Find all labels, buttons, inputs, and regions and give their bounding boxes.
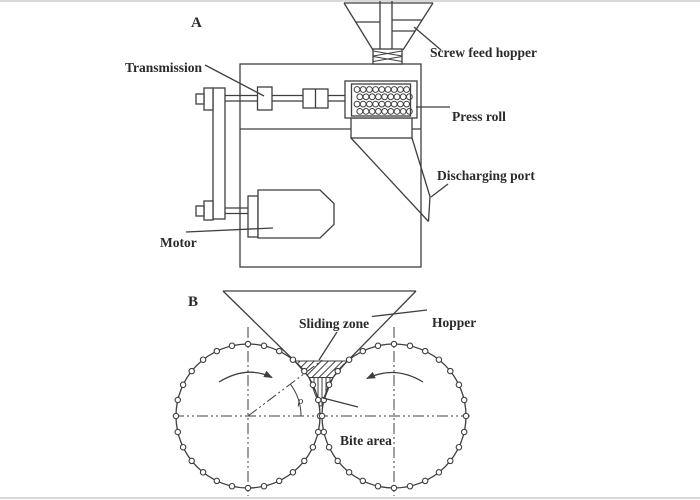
panel-b (173, 291, 476, 496)
press-roll-lower-box (351, 118, 412, 138)
panel-b-marker: B (188, 294, 199, 310)
rotation-arrow-left (219, 372, 272, 382)
label-motor: Motor (160, 235, 197, 250)
nip-angle-symbol: ρ (298, 395, 304, 407)
leader-bite-area (323, 398, 358, 407)
label-discharging-port: Discharging port (437, 168, 535, 183)
leader-hopper (372, 310, 427, 317)
bottom-pulley-stub (196, 206, 204, 216)
leader-sliding-zone (319, 332, 337, 360)
label-transmission: Transmission (125, 60, 203, 75)
label-hopper: Hopper (432, 315, 477, 330)
bottom-pulley (204, 201, 213, 220)
leader-discharging-port (431, 184, 448, 197)
motor-front-block (248, 196, 258, 237)
top-pulley-stub (196, 94, 204, 104)
transmission-block (258, 87, 273, 110)
label-bite-area: Bite area (340, 433, 392, 448)
belt (213, 88, 225, 219)
motor-shape (248, 190, 334, 238)
press-roll-shape (345, 81, 417, 138)
panel-a (125, 1, 537, 267)
top-pulley (204, 88, 213, 110)
panel-a-marker: A (191, 15, 202, 31)
label-press-roll: Press roll (452, 109, 506, 124)
rotation-arrow-right (367, 373, 423, 382)
label-screw-feed-hopper: Screw feed hopper (430, 45, 537, 60)
leader-transmission (205, 65, 264, 96)
motor-body (258, 190, 334, 238)
belt-drive (196, 88, 225, 220)
label-sliding-zone: Sliding zone (299, 316, 370, 331)
discharge-chute-shape (351, 138, 430, 222)
